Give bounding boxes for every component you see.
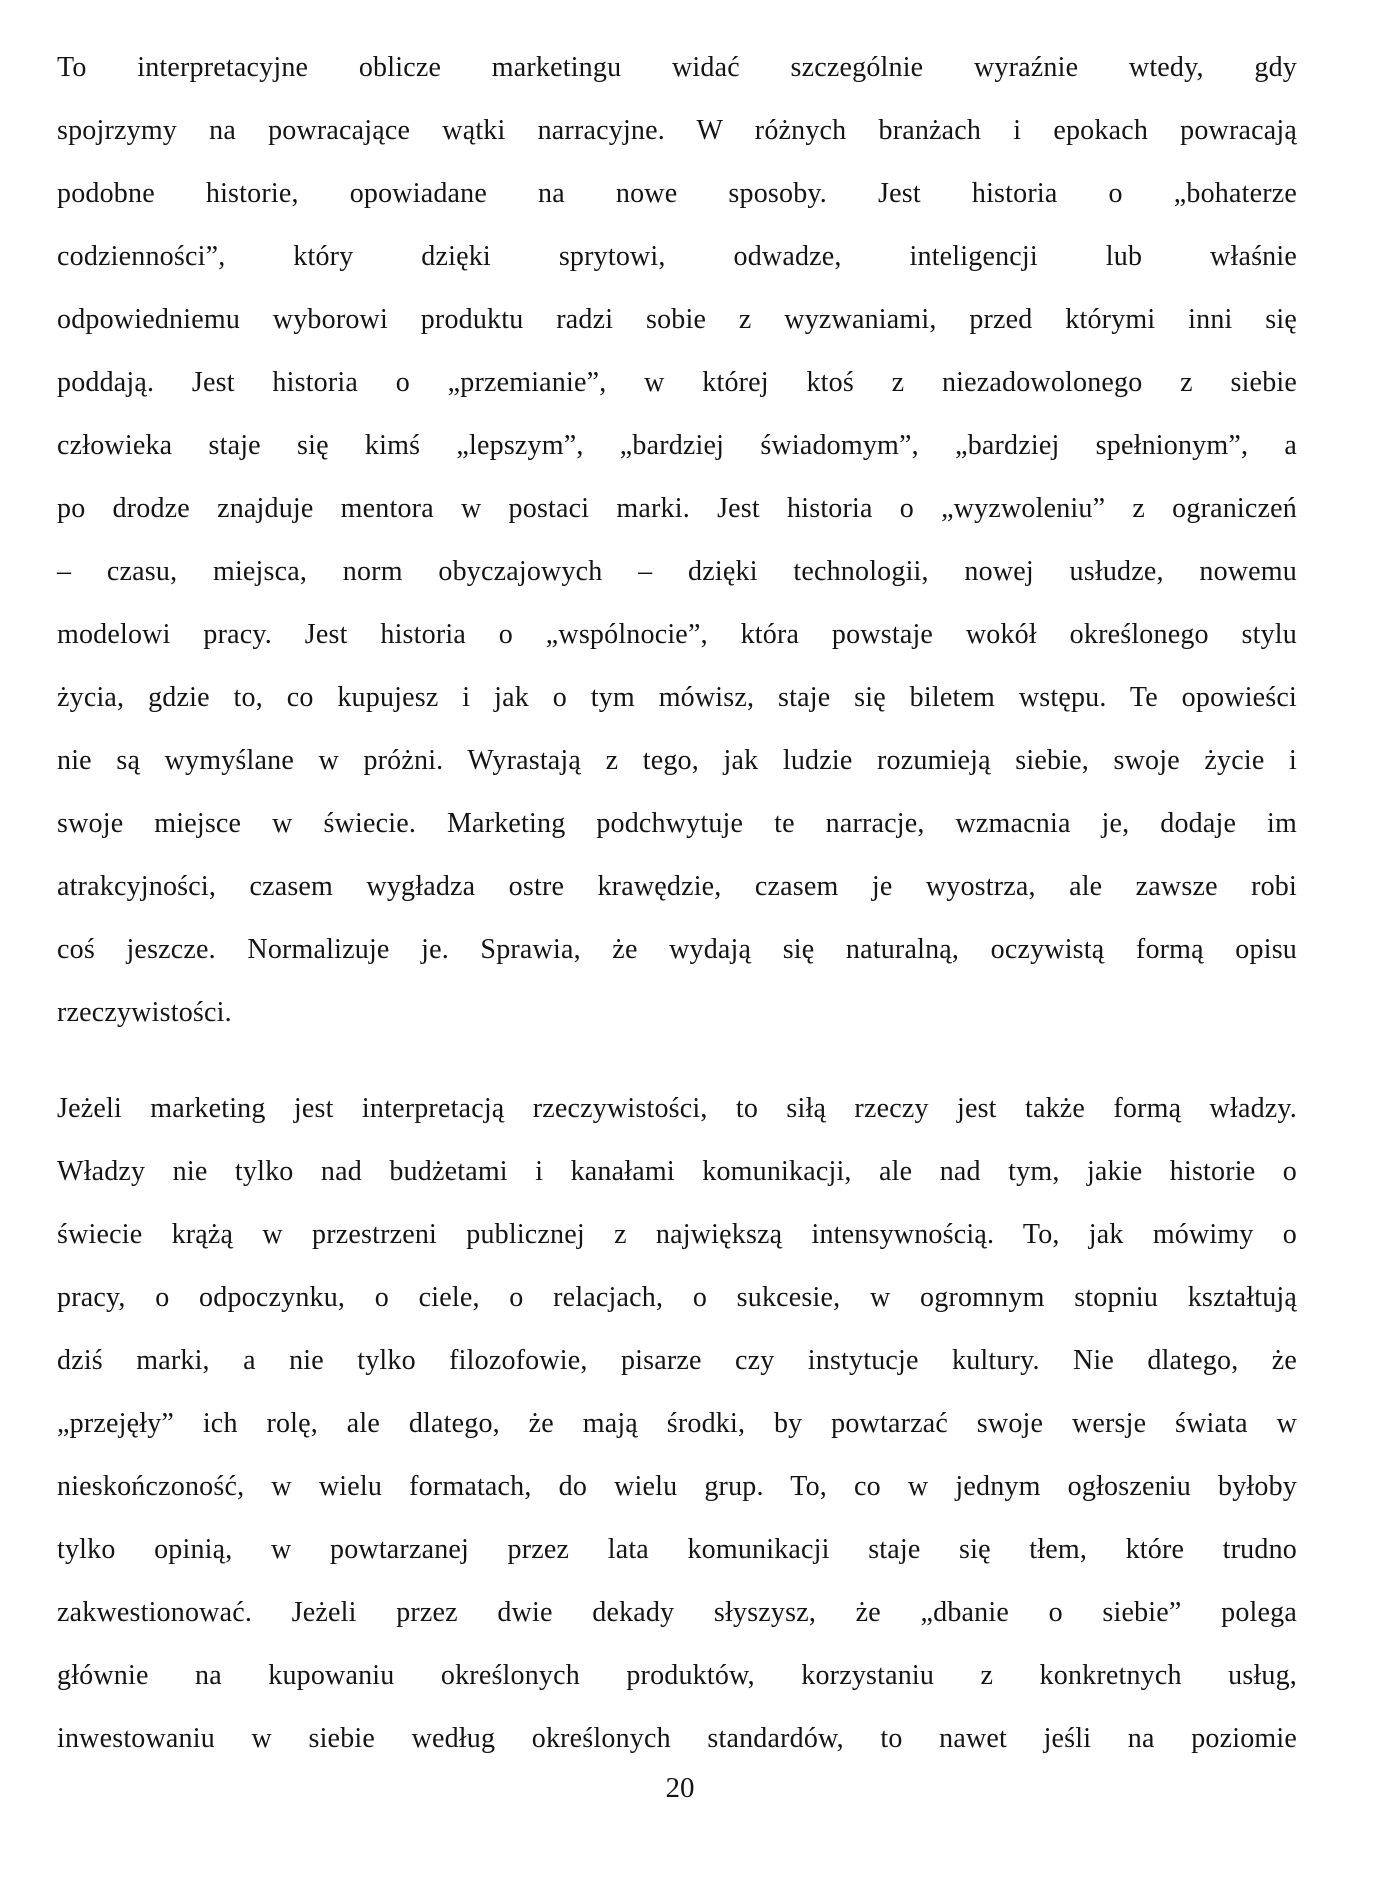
text-line: nieskończoność, w wielu formatach, do wielu grup. To, co w jednym ogłoszeniu byłoby xyxy=(57,1471,1297,1502)
page-footer xyxy=(0,1768,1378,1808)
text-line: tylko opinią, w powtarzanej przez lata komunikacji staje się tłem, które trudno xyxy=(57,1534,1297,1565)
page-number: 20 xyxy=(665,1772,695,1804)
text-line: swoje miejsce w świecie. Marketing podchwytuje te narracje, wzmacnia je, dodaje im xyxy=(57,808,1297,839)
text-line: podobne historie, opowiadane na nowe sposoby. Jest historia o „bohaterze xyxy=(57,178,1297,209)
text-line: codzienności”, który dzięki sprytowi, odwadze, inteligencji lub właśnie xyxy=(57,241,1297,272)
text-line: spojrzymy na powracające wątki narracyjne. W różnych branżach i epokach powracają xyxy=(57,115,1297,146)
text-line: To interpretacyjne oblicze marketingu widać szczególnie wyraźnie wtedy, gdy xyxy=(57,52,1297,83)
text-line: Władzy nie tylko nad budżetami i kanałami komunikacji, ale nad tym, jakie historie o xyxy=(57,1156,1297,1187)
text-line: coś jeszcze. Normalizuje je. Sprawia, że wydają się naturalną, oczywistą formą opisu xyxy=(57,934,1297,965)
text-line: poddają. Jest historia o „przemianie”, w której ktoś z niezadowolonego z siebie xyxy=(57,367,1297,398)
text-line: „przejęły” ich rolę, ale dlatego, że mają środki, by powtarzać swoje wersje świata w xyxy=(57,1408,1297,1439)
text-line: rzeczywistości. xyxy=(57,997,232,1028)
text-line: głównie na kupowaniu określonych produktów, korzystaniu z konkretnych usług, xyxy=(57,1660,1297,1691)
text-block xyxy=(57,36,1297,1770)
text-line: Jeżeli marketing jest interpretacją rzeczywistości, to siłą rzeczy jest także formą władzy. xyxy=(57,1093,1297,1124)
text-line: modelowi pracy. Jest historia o „wspólnocie”, która powstaje wokół określonego stylu xyxy=(57,619,1297,650)
text-line: świecie krążą w przestrzeni publicznej z największą intensywnością. To, jak mówimy o xyxy=(57,1219,1297,1250)
text-line: nie są wymyślane w próżni. Wyrastają z tego, jak ludzie rozumieją siebie, swoje życie i xyxy=(57,745,1297,776)
text-line: odpowiedniemu wyborowi produktu radzi sobie z wyzwaniami, przed którymi inni się xyxy=(57,304,1297,335)
text-line: po drodze znajduje mentora w postaci marki. Jest historia o „wyzwoleniu” z ograniczeń xyxy=(57,493,1297,524)
paragraph xyxy=(57,36,1297,1044)
text-line: pracy, o odpoczynku, o ciele, o relacjach, o sukcesie, w ogromnym stopniu kształtują xyxy=(57,1282,1297,1313)
paragraph xyxy=(57,1077,1297,1770)
text-line: atrakcyjności, czasem wygładza ostre krawędzie, czasem je wyostrza, ale zawsze robi xyxy=(57,871,1297,902)
text-line: inwestowaniu w siebie według określonych standardów, to nawet jeśli na poziomie xyxy=(57,1723,1297,1754)
text-line: człowieka staje się kimś „lepszym”, „bardziej świadomym”, „bardziej spełnionym”, a xyxy=(57,430,1297,461)
text-line: zakwestionować. Jeżeli przez dwie dekady słyszysz, że „dbanie o siebie” polega xyxy=(57,1597,1297,1628)
text-line: dziś marki, a nie tylko filozofowie, pisarze czy instytucje kultury. Nie dlatego, że xyxy=(57,1345,1297,1376)
text-line: życia, gdzie to, co kupujesz i jak o tym mówisz, staje się biletem wstępu. Te opowieści xyxy=(57,682,1297,713)
text-line: – czasu, miejsca, norm obyczajowych – dzięki technologii, nowej usłudze, nowemu xyxy=(57,556,1297,587)
